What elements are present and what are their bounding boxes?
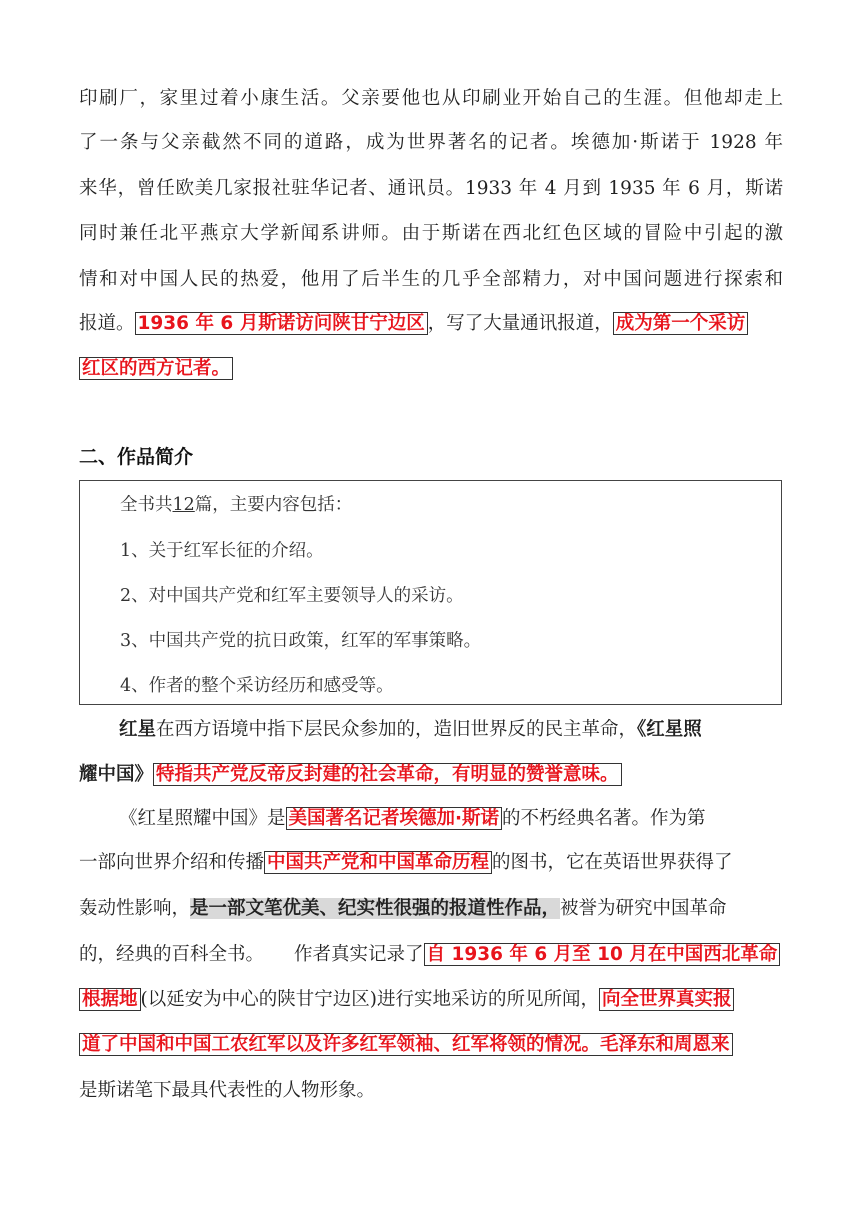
text-segment: 被誉为研究中国革命 bbox=[560, 898, 727, 919]
intro-item-1: 1、关于红军长征的介绍。 bbox=[120, 541, 324, 561]
para1-line1: 印刷厂，家里过着小康生活。父亲要他也从印刷业开始自己的生涯。但他却走上 bbox=[79, 88, 783, 109]
keyword-red-star: 红星 bbox=[119, 719, 157, 740]
highlight-box: 1936 年 6 月斯诺访问陕甘宁边区 bbox=[135, 312, 428, 335]
text-segment: 报道。 bbox=[79, 313, 135, 334]
intro-item-3: 3、中国共产党的抗日政策，红军的军事策略。 bbox=[120, 631, 482, 651]
highlight-box: 道了中国和中国工农红军以及许多红军领袖、红军将领的情况。毛泽东和周恩来 bbox=[79, 1033, 733, 1056]
chapter-count: 12 bbox=[172, 495, 195, 515]
para2-line1 bbox=[79, 715, 783, 745]
para1-line5: 情和对中国人民的热爱，他用了后半生的几乎全部精力，对中国问题进行探索和 bbox=[79, 269, 783, 290]
text-segment: 作者真实记录了 bbox=[294, 944, 424, 965]
para3-line6 bbox=[79, 1030, 783, 1060]
intro-item-4: 4、作者的整个采访经历和感受等。 bbox=[120, 676, 394, 696]
text-segment: 轰动性影响， bbox=[79, 898, 191, 919]
book-title: 《红星照 bbox=[637, 719, 702, 740]
highlight-box: 向全世界真实报 bbox=[599, 988, 735, 1011]
text-segment: 篇，主要内容包括： bbox=[194, 495, 353, 515]
intro-summary bbox=[120, 491, 352, 516]
para1-line4: 同时兼任北平燕京大学新闻系讲师。由于斯诺在西北红色区域的冒险中引起的激 bbox=[79, 223, 783, 244]
para3-line4 bbox=[79, 940, 783, 970]
para2-line2 bbox=[79, 760, 783, 790]
highlight-box: 美国著名记者埃德加·斯诺 bbox=[286, 807, 503, 830]
text-segment: 一部向世界介绍和传播 bbox=[79, 852, 265, 873]
highlight-box: 特指共产党反帝反封建的社会革命，有明显的赞誉意味。 bbox=[153, 763, 622, 786]
para1-line3: 来华，曾任欧美几家报社驻华记者、通讯员。1933 年 4 月到 1935 年 6 月，斯诺 bbox=[79, 178, 783, 199]
text-segment: 的不朽经典名著。作为第 bbox=[502, 808, 706, 829]
para3-line7: 是斯诺笔下最具代表性的人物形象。 bbox=[79, 1080, 376, 1101]
section-heading: 二、作品简介 bbox=[79, 446, 194, 468]
text-segment: 的图书，它在英语世界获得了 bbox=[492, 852, 733, 873]
para3-line1 bbox=[79, 804, 783, 834]
book-title: 耀中国》 bbox=[79, 764, 154, 785]
para1-line6 bbox=[79, 309, 783, 339]
text-segment: (以延安为中心的陕甘宁边区)进行实地采访的所见所闻， bbox=[140, 989, 599, 1010]
highlight-box: 红区的西方记者。 bbox=[79, 357, 233, 380]
highlighted-phrase: 是一部文笔优美、纪实性很强的报道性作品， bbox=[190, 898, 561, 919]
text-segment: 《红星照耀中国》是 bbox=[119, 808, 286, 829]
para1-line7 bbox=[79, 354, 783, 384]
para3-line5 bbox=[79, 985, 783, 1015]
intro-box bbox=[79, 480, 782, 705]
highlight-box: 成为第一个采访 bbox=[613, 312, 749, 335]
para3-line2 bbox=[79, 848, 783, 878]
highlight-box: 根据地 bbox=[79, 988, 141, 1011]
highlight-box: 自 1936 年 6 月至 10 月在中国西北革命 bbox=[424, 943, 781, 966]
intro-item-2: 2、对中国共产党和红军主要领导人的采访。 bbox=[120, 586, 464, 606]
text-segment: ，写了大量通讯报道， bbox=[427, 313, 613, 334]
text-segment: 在西方语境中指下层民众参加的，造旧世界反的民主革命， bbox=[156, 719, 638, 740]
para3-line3 bbox=[79, 894, 783, 924]
text-segment: 全书共 bbox=[120, 495, 173, 515]
para1-line2: 了一条与父亲截然不同的道路，成为世界著名的记者。埃德加·斯诺于 1928 年 bbox=[79, 132, 783, 153]
text-segment: 的，经典的百科全书。 bbox=[79, 944, 265, 965]
highlight-box: 中国共产党和中国革命历程 bbox=[264, 851, 492, 874]
